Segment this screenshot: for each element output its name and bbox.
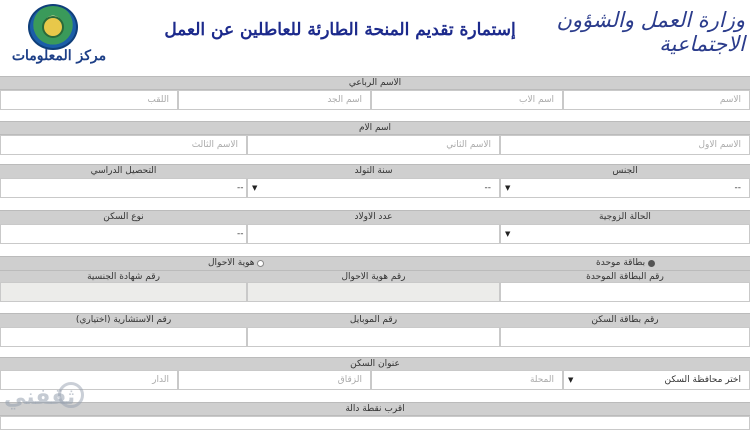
form-title: إستمارة تقديم المنحة الطارئة للعاطلين عن العمل (164, 20, 516, 40)
unified-card-number-label: رقم البطاقة الموحدة (586, 272, 664, 282)
landmark-input[interactable] (0, 416, 750, 430)
section-full-name: الاسم الرباعي (0, 76, 750, 90)
children-count-label: عدد الاولاد (354, 212, 393, 222)
consultancy-label: رقم الاستشارية (اختياري) (75, 315, 172, 325)
birth-year-select[interactable]: ▼ -- (247, 178, 500, 198)
section-address: عنوان السكن (0, 357, 750, 371)
residence-card-input[interactable] (500, 327, 750, 347)
id-type-radio-group (0, 256, 750, 270)
unified-card-radio[interactable]: بطاقة موحدة (596, 257, 655, 270)
surname-input[interactable]: اللقب (0, 90, 178, 110)
marital-status-label: الحالة الزوجية (599, 212, 651, 222)
residence-card-label: رقم بطاقة السكن (591, 315, 659, 325)
mother-first-name-input[interactable]: الاسم الاول (500, 135, 750, 155)
nationality-cert-number-label: رقم شهادة الجنسية (87, 272, 160, 282)
birth-year-label: سنة التولد (354, 166, 393, 176)
info-center-logo (6, 2, 106, 70)
civil-id-number-input[interactable] (247, 282, 500, 302)
radio-selected-icon (648, 260, 655, 267)
logo-caption: مركز المعلومات (11, 48, 107, 64)
gender-label: الجنس (612, 166, 638, 176)
gender-select[interactable]: ▼ -- (500, 178, 750, 198)
nationality-cert-number-input[interactable] (0, 282, 247, 302)
chevron-down-icon: ▼ (505, 230, 511, 238)
education-label: التحصيل الدراسي (90, 166, 157, 176)
page-header (0, 0, 750, 72)
chevron-down-icon: ▼ (568, 376, 574, 384)
first-name-input[interactable]: الاسم (563, 90, 750, 110)
chevron-down-icon: ▼ (252, 184, 258, 192)
education-select[interactable]: -- (0, 178, 247, 198)
housing-type-select[interactable]: -- (0, 224, 247, 244)
chevron-down-icon: ▼ (505, 184, 511, 192)
alley-input[interactable]: الزقاق (178, 370, 371, 390)
civil-id-radio[interactable]: هوية الاحوال (208, 257, 264, 270)
marital-status-select[interactable] (500, 224, 750, 244)
mother-second-name-input[interactable]: الاسم الثاني (247, 135, 500, 155)
personal-info-labels (0, 164, 750, 178)
emblem-icon (28, 4, 78, 50)
unified-card-number-input[interactable] (500, 282, 750, 302)
watermark: ثقفني (4, 385, 76, 410)
section-landmark: اقرب نقطة دالة (0, 402, 750, 416)
section-mother-name: اسم الام (0, 121, 750, 135)
radio-unselected-icon (257, 260, 264, 267)
house-input[interactable]: الدار (0, 370, 178, 390)
ministry-logo-text: وزارة العمل والشؤون الاجتماعية (556, 8, 745, 56)
mobile-label: رقم الموبايل (349, 315, 398, 325)
grandfather-name-input[interactable]: اسم الجد (178, 90, 371, 110)
mother-third-name-input[interactable]: الاسم الثالث (0, 135, 247, 155)
housing-type-label: نوع السكن (103, 212, 144, 222)
governorate-select[interactable]: ▼ اختر محافظة السكن (563, 370, 750, 390)
contact-labels (0, 313, 750, 327)
family-info-labels (0, 210, 750, 224)
consultancy-input[interactable] (0, 327, 247, 347)
children-count-input[interactable] (247, 224, 500, 244)
father-name-input[interactable]: اسم الاب (371, 90, 563, 110)
civil-id-number-label: رقم هوية الاحوال (341, 272, 406, 282)
mahalla-input[interactable]: المحلة (371, 370, 563, 390)
mobile-input[interactable] (247, 327, 500, 347)
